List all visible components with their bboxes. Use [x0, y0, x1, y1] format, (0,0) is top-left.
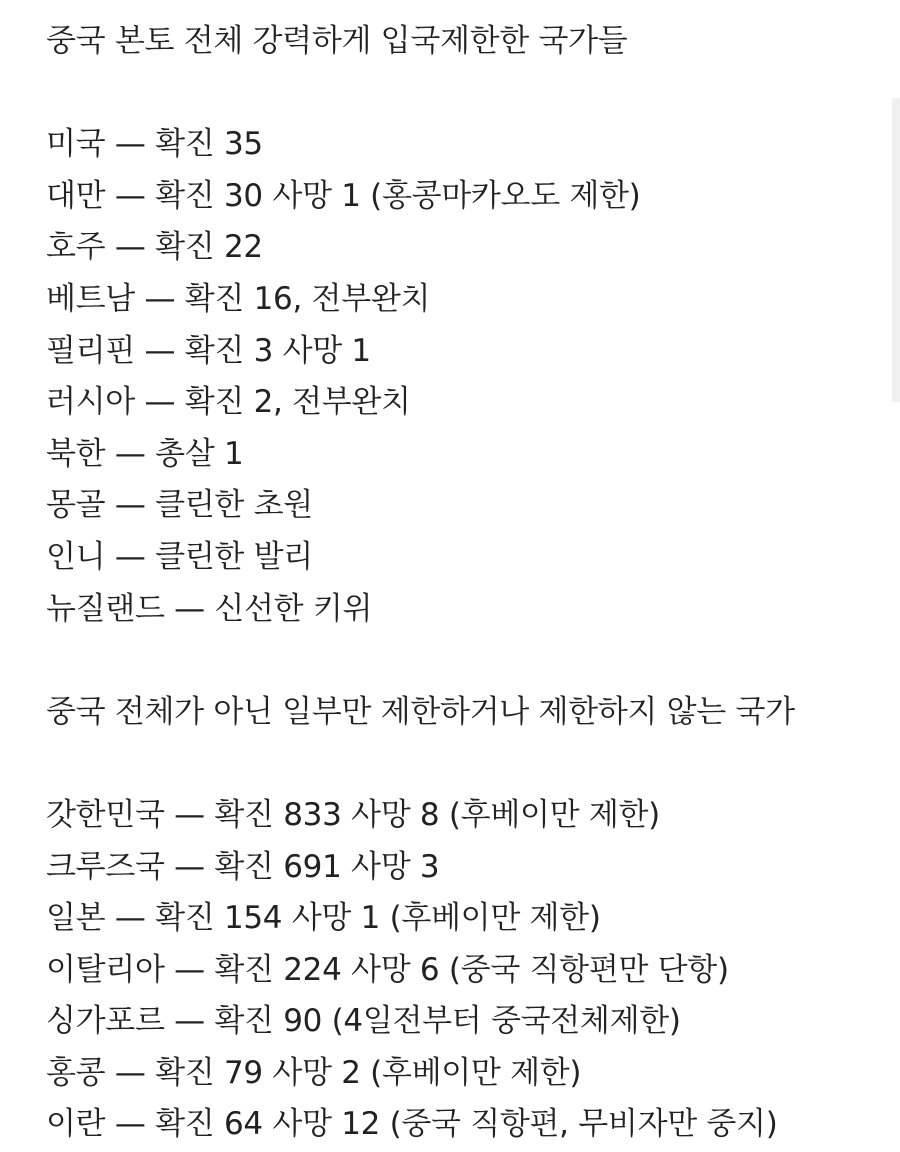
- country-row-cruise: 크루즈국 — 확진 691 사망 3: [46, 848, 440, 885]
- blank-line: [46, 738, 876, 790]
- scrollbar[interactable]: [892, 98, 900, 402]
- country-row-taiwan: 대만 — 확진 30 사망 1 (홍콩마카오도 제한): [46, 177, 641, 214]
- country-row-hong-kong: 홍콩 — 확진 79 사망 2 (후베이만 제한): [46, 1054, 582, 1091]
- country-row-iran: 이란 — 확진 64 사망 12 (중국 직항편, 무비자만 중지): [46, 1106, 778, 1143]
- country-row-north-korea: 북한 — 총살 1: [46, 435, 244, 472]
- country-row-mongolia: 몽골 — 클린한 초원: [46, 487, 313, 524]
- country-row-usa: 미국 — 확진 35: [46, 126, 263, 163]
- country-row-russia: 러시아 — 확진 2, 전부완치: [46, 384, 411, 421]
- post-body: [46, 16, 876, 1151]
- country-row-singapore: 싱가포르 — 확진 90 (4일전부터 중국전체제한): [46, 1003, 681, 1040]
- blank-line: [46, 68, 876, 120]
- country-row-japan: 일본 — 확진 154 사망 1 (후베이만 제한): [46, 900, 601, 937]
- blank-line: [46, 635, 876, 687]
- country-row-philippines: 필리핀 — 확진 3 사망 1: [46, 332, 371, 369]
- section1-heading: 중국 본토 전체 강력하게 입국제한한 국가들: [46, 23, 628, 59]
- country-row-indonesia: 인니 — 클린한 발리: [46, 538, 313, 575]
- country-row-italy: 이탈리아 — 확진 224 사망 6 (중국 직항편만 단항): [46, 951, 729, 988]
- country-row-vietnam: 베트남 — 확진 16, 전부완치: [46, 280, 431, 317]
- country-row-korea: 갓한민국 — 확진 833 사망 8 (후베이만 제한): [46, 796, 660, 833]
- country-row-new-zealand: 뉴질랜드 — 신선한 키위: [46, 590, 373, 627]
- country-row-australia: 호주 — 확진 22: [46, 229, 263, 266]
- section2-heading: 중국 전체가 아닌 일부만 제한하거나 제한하지 않는 국가: [46, 693, 795, 730]
